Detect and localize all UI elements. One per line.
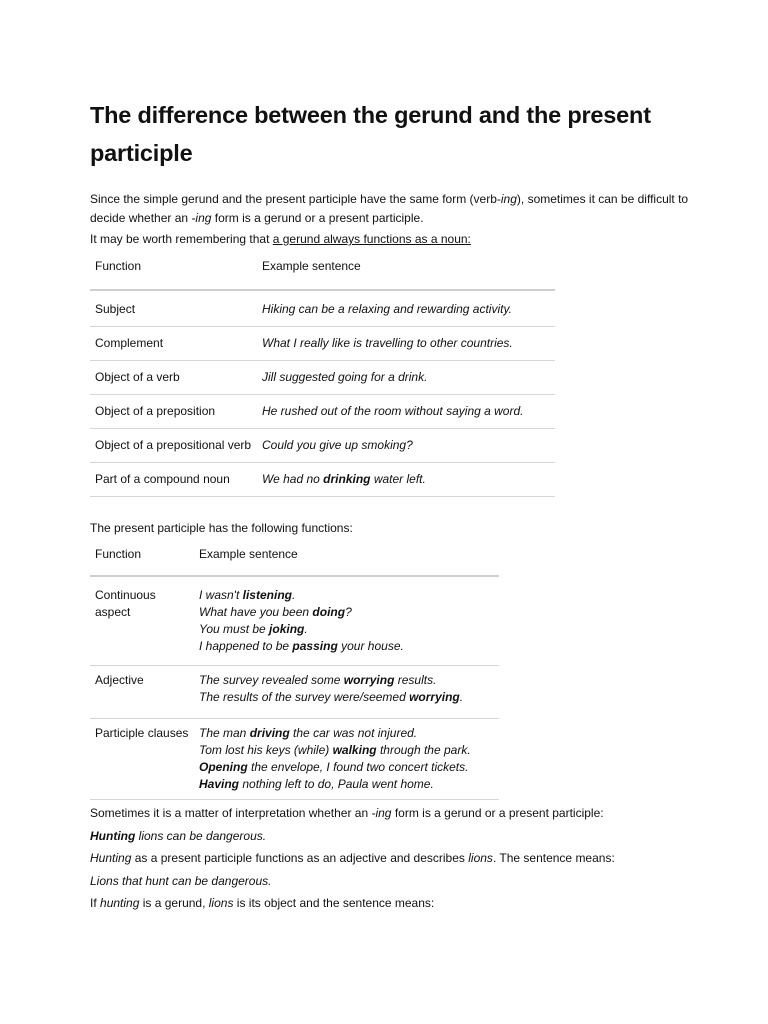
example-text: the envelope, I found two concert tickets. bbox=[247, 760, 469, 774]
example-text: What have you been bbox=[199, 605, 313, 619]
example-text: The man bbox=[199, 726, 250, 740]
function-cell: Complement bbox=[95, 335, 164, 350]
intro-ing-form: -ing bbox=[191, 210, 212, 225]
intro-text-end: form is a gerund or a present participle. bbox=[211, 210, 424, 225]
interpretation-paragraph bbox=[90, 804, 690, 823]
interpretation-text-end: form is a gerund or a present participle: bbox=[391, 806, 604, 820]
example-text: the car was not injured. bbox=[289, 726, 418, 740]
example-line bbox=[199, 604, 494, 621]
example-text: results. bbox=[394, 673, 437, 687]
table-row bbox=[90, 719, 499, 800]
example-text: lions can be dangerous. bbox=[135, 828, 267, 843]
example-text: The survey revealed some bbox=[199, 673, 344, 687]
example-bold-word: worrying bbox=[343, 673, 395, 687]
example-text: nothing left to do, Paula went home. bbox=[239, 777, 434, 791]
example-cell: Jill suggested going for a drink. bbox=[262, 369, 428, 384]
column-header-example: Example sentence bbox=[262, 258, 361, 273]
example-bold-word: doing bbox=[312, 605, 346, 619]
italic-term: hunting bbox=[100, 896, 140, 910]
table-row bbox=[90, 326, 555, 360]
table-row bbox=[90, 462, 555, 496]
example-text: . bbox=[304, 622, 308, 636]
function-cell: Continuous aspect bbox=[95, 588, 156, 619]
column-header-function: Function bbox=[95, 258, 142, 273]
intro-text-middle: ), sometimes it can be difficult to decide whether an bbox=[90, 192, 689, 225]
participle-table-header bbox=[90, 543, 499, 576]
explanation-text-end: . The sentence means: bbox=[492, 851, 615, 865]
example-text: through the park. bbox=[376, 743, 471, 757]
example-line bbox=[199, 621, 494, 638]
explanation-text: as a present participle functions as an adjective and describes bbox=[131, 851, 469, 865]
function-cell: Participle clauses bbox=[95, 726, 189, 740]
participle-intro: The present participle has the following functions: bbox=[90, 520, 353, 535]
example-line bbox=[199, 672, 494, 689]
explanation-text: is a gerund, bbox=[139, 896, 209, 910]
italic-term: lions bbox=[208, 896, 234, 910]
example-text: . bbox=[459, 690, 464, 704]
function-cell: Object of a verb bbox=[95, 369, 180, 384]
italic-term: lions bbox=[468, 851, 493, 865]
example-cell: Hiking can be a relaxing and rewarding activity. bbox=[262, 301, 512, 316]
intro-text-start: Since the simple gerund and the present participle have the same form (verb- bbox=[90, 192, 501, 206]
intro-paragraph bbox=[90, 190, 690, 227]
page-title: The difference between the gerund and the present participle bbox=[90, 102, 651, 166]
table-row bbox=[90, 360, 555, 394]
example-cell: What I really like is travelling to other countries. bbox=[262, 335, 513, 350]
example-text: ? bbox=[345, 605, 352, 619]
example-line bbox=[199, 638, 494, 655]
function-cell: Part of a compound noun bbox=[95, 471, 230, 486]
example-cell bbox=[257, 462, 555, 496]
table-row bbox=[90, 576, 499, 666]
example-bold-word: drinking bbox=[323, 471, 371, 486]
example-line bbox=[199, 776, 494, 793]
function-cell: Adjective bbox=[95, 673, 144, 687]
example-cell bbox=[194, 719, 499, 800]
gerund-table-header bbox=[90, 255, 555, 290]
example-text: water left. bbox=[370, 471, 426, 486]
table-row bbox=[90, 428, 555, 462]
example-text: . bbox=[291, 588, 296, 602]
example-text: You must be bbox=[199, 622, 270, 636]
function-cell: Subject bbox=[95, 301, 136, 316]
example-bold-word: worrying bbox=[409, 690, 460, 704]
example-text: I wasn't bbox=[199, 588, 243, 602]
interpretation-text: Sometimes it is a matter of interpretation whether an bbox=[90, 806, 372, 820]
example-line bbox=[199, 759, 494, 776]
table-row bbox=[90, 290, 555, 327]
example-bold-word: passing bbox=[292, 639, 338, 653]
table-row bbox=[90, 666, 499, 719]
example-cell: Could you give up smoking? bbox=[262, 437, 413, 452]
example-bold-word: Opening bbox=[199, 760, 248, 774]
example-cell bbox=[194, 666, 499, 719]
remember-underlined-text: a gerund always functions as a noun: bbox=[272, 232, 471, 246]
example-bold-word: joking bbox=[269, 622, 305, 636]
example-cell bbox=[194, 576, 499, 666]
interpretation-ing-form: -ing bbox=[371, 806, 392, 820]
remember-paragraph bbox=[90, 230, 690, 249]
column-header-example: Example sentence bbox=[199, 547, 298, 561]
intro-ing-term: ing bbox=[500, 192, 517, 206]
column-header-function: Function bbox=[95, 547, 142, 561]
example-text: I happened to be bbox=[199, 639, 293, 653]
italic-term: Hunting bbox=[90, 851, 132, 865]
example-bold-word: driving bbox=[249, 726, 290, 740]
explanation-text-end: is its object and the sentence means: bbox=[233, 896, 435, 910]
example-line bbox=[199, 587, 494, 604]
participle-functions-table bbox=[90, 543, 499, 800]
example-sentence-hunting bbox=[90, 827, 690, 846]
example-text: We had no bbox=[262, 471, 324, 486]
example-line bbox=[199, 725, 494, 742]
example-bold-word: walking bbox=[332, 743, 377, 757]
remember-text: It may be worth remembering that bbox=[90, 232, 273, 246]
explanation-text: If bbox=[90, 896, 101, 910]
example-bold-word: Having bbox=[199, 777, 240, 791]
meaning-sentence: Lions that hunt can be dangerous. bbox=[90, 873, 272, 888]
example-bold-word: listening bbox=[242, 588, 292, 602]
participle-explanation bbox=[90, 849, 690, 868]
example-line bbox=[199, 689, 494, 706]
function-cell: Object of a prepositional verb bbox=[95, 437, 252, 452]
function-cell: Object of a preposition bbox=[95, 403, 216, 418]
example-cell: He rushed out of the room without saying a word. bbox=[262, 403, 524, 418]
example-line bbox=[199, 742, 494, 759]
table-row bbox=[90, 394, 555, 428]
example-text: The results of the survey were/seemed bbox=[199, 690, 410, 704]
example-bold-word: Hunting bbox=[90, 828, 136, 843]
gerund-explanation bbox=[90, 894, 690, 913]
gerund-functions-table bbox=[90, 255, 555, 497]
document-page bbox=[90, 96, 690, 913]
example-text: your house. bbox=[337, 639, 404, 653]
example-text: Tom lost his keys (while) bbox=[199, 743, 333, 757]
